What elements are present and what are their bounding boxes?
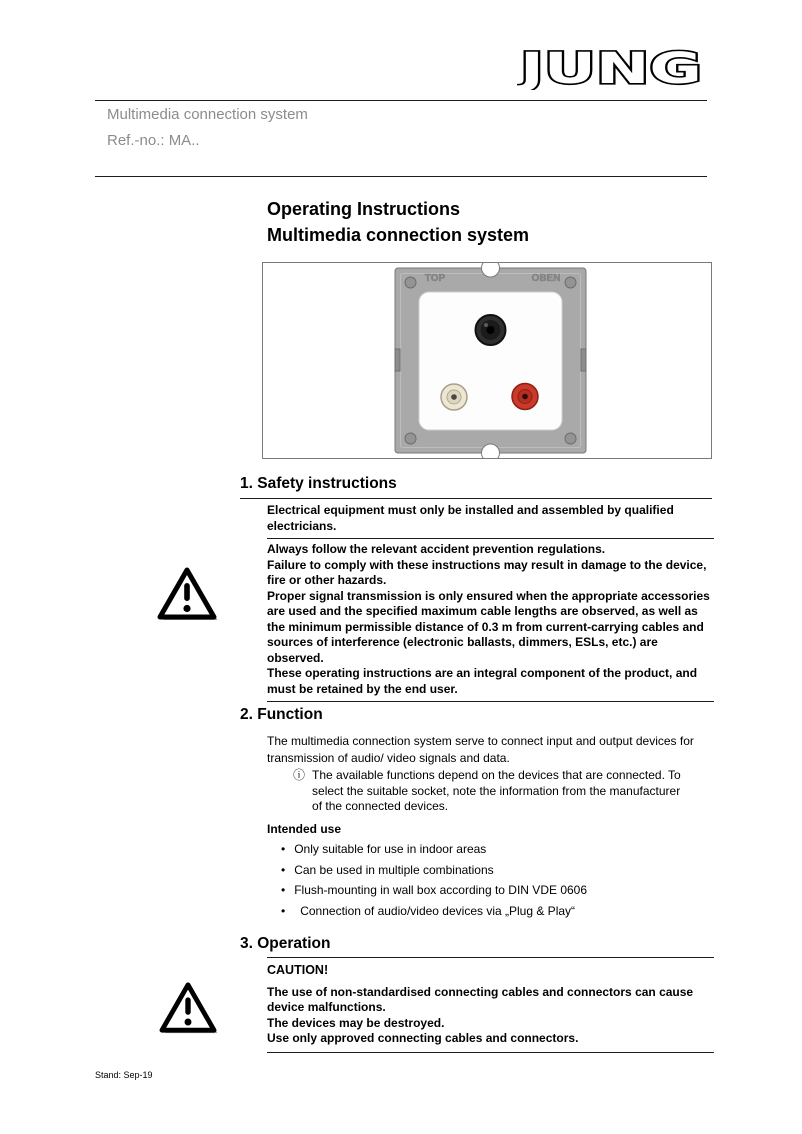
caution-paragraph: The devices may be destroyed. [267, 1015, 445, 1030]
jung-logo [517, 44, 705, 95]
caution-paragraph: The use of non-standardised connecting cables and connectors can cause device malfunctions. [267, 984, 694, 1014]
safety-bottom-rule [267, 701, 714, 702]
caution-top-rule [267, 957, 714, 958]
plate-label-oben: OBEN [531, 273, 561, 284]
section-heading-function: 2. Function [240, 706, 323, 723]
section-heading-operation: 3. Operation [240, 935, 331, 952]
info-note-text: The available functions depend on the devices that are connected. To select the suitable socket, note the information from the manufacturer of the connected devices. [312, 768, 681, 813]
list-item [281, 864, 711, 876]
bullet-icon: • [281, 862, 286, 877]
list-item [281, 905, 711, 917]
list-item [281, 884, 711, 896]
page-title-line1: Operating Instructions [267, 199, 461, 219]
info-icon: ⓘ [293, 768, 306, 782]
info-note [293, 768, 691, 815]
intended-use-heading: Intended use [267, 822, 342, 836]
red-rca-connector [512, 384, 538, 410]
warning-triangle-icon [158, 981, 218, 1036]
right-claw [581, 349, 586, 371]
white-rca-connector [441, 384, 467, 410]
list-item-text: Only suitable for use in indoor areas [294, 842, 487, 856]
function-intro-text: The multimedia connection system serve to connect input and output devices for transmission of audio/ video signals and data. [267, 734, 694, 765]
safety-paragraph: Proper signal transmission is only ensured when the appropriate accessories are used and the specified maximum cable lengths are observed, as well as the minimum permissible distance of 0.3 m from current-carrying cables and sources of interference (electronic ballasts, dimmers, ESLs, etc.) are observed. [267, 588, 710, 665]
safety-paragraph: These operating instructions are an integral component of the product, and must be retained by the end user. [267, 666, 698, 696]
page-title-line2: Multimedia connection system [267, 225, 530, 245]
revision-date: Stand: Sep-19 [95, 1070, 153, 1080]
caution-bottom-rule [267, 1052, 714, 1053]
product-line: Multimedia connection system [107, 106, 308, 123]
black-jack-connector [476, 315, 506, 345]
safety-paragraph: Always follow the relevant accident prevention regulations. [267, 542, 606, 556]
product-image-frame [262, 262, 712, 459]
warning-triangle-icon [156, 566, 218, 623]
safety-heading-rule [240, 498, 712, 499]
safety-paragraph: Failure to comply with these instructions may result in damage to the device, fire or other hazards. [267, 557, 707, 587]
jung-logo-graphic [517, 44, 705, 90]
left-claw [395, 349, 400, 371]
top-notch [482, 263, 500, 277]
bullet-icon: • [281, 883, 286, 897]
caution-paragraph: Use only approved connecting cables and connectors. [267, 1031, 579, 1045]
bullet-icon: • [281, 903, 286, 918]
jung-logo-text: JUNG [517, 44, 702, 90]
page-title [267, 196, 529, 248]
header-rule-bottom [95, 176, 707, 177]
product-photo [263, 263, 711, 458]
header-rule-top [95, 100, 707, 101]
caution-label: CAUTION! [267, 963, 329, 977]
intended-use-list [281, 843, 711, 925]
caution-block [267, 957, 714, 1056]
list-item [281, 843, 711, 855]
list-item-text: Flush-mounting in wall box according to DIN VDE 0606 [294, 883, 588, 897]
list-item-text: Connection of audio/video devices via „Plug & Play“ [300, 903, 576, 918]
bullet-icon: • [281, 842, 286, 856]
bottom-notch [482, 444, 500, 458]
list-item-text: Can be used in multiple combinations [294, 862, 494, 877]
safety-instructions-block [267, 503, 714, 705]
plate-label-top: TOP [424, 273, 446, 284]
safety-paragraph: Electrical equipment must only be installed and assembled by qualified electricians. [267, 503, 674, 533]
socket-module [419, 292, 562, 430]
section-heading-safety: 1. Safety instructions [240, 475, 397, 492]
document-header [107, 102, 308, 154]
ref-number: Ref.-no.: MA.. [107, 132, 200, 149]
safety-divider-rule [267, 538, 714, 539]
